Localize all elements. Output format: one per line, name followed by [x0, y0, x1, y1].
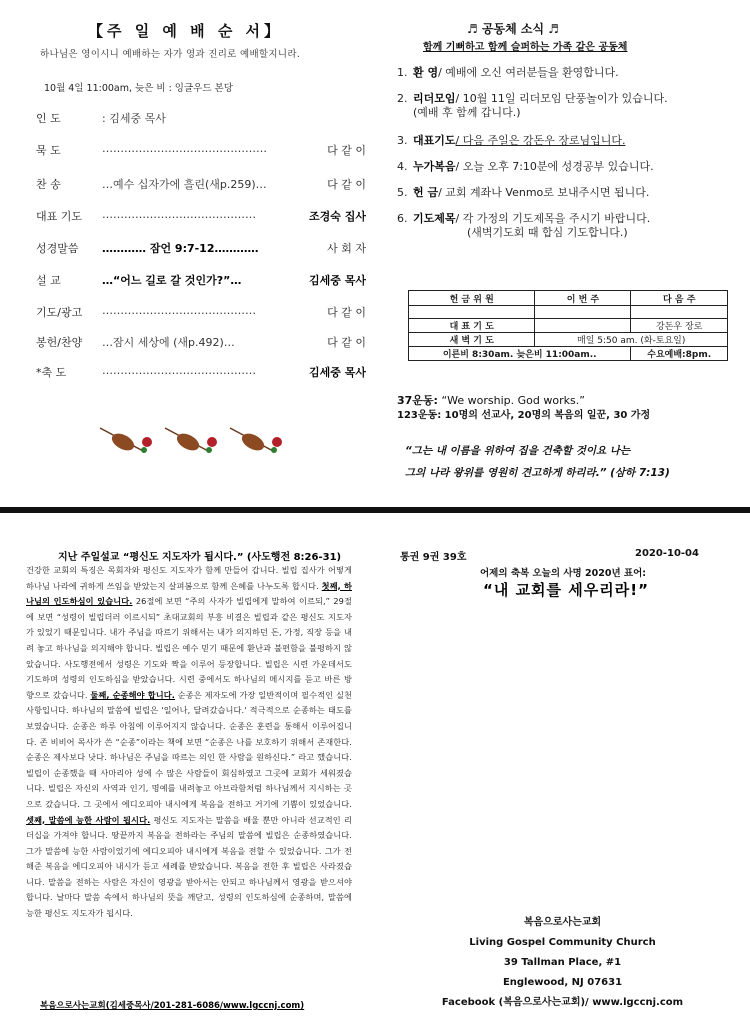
table-cell: 새 벽 기 도 — [409, 333, 535, 347]
order-leader: 조경숙 집사 — [309, 210, 366, 223]
order-leader: 김세중 목사 — [309, 274, 366, 287]
order-label: 묵 도 — [36, 144, 61, 157]
table-header-row — [409, 291, 728, 306]
order-leader: 다 같 이 — [327, 144, 366, 157]
order-row — [36, 334, 366, 354]
church-info — [375, 913, 750, 1013]
sermon-point: 첫째, 하나님의 인도하심이 있습니다. — [26, 580, 352, 607]
table-cell: 수요예배:8pm. — [631, 347, 728, 361]
violin-icon — [230, 428, 282, 454]
news-item-text: / 다음 주일은 강돈우 장로님입니다. — [455, 134, 626, 147]
order-detail: : 김세중 목사 — [102, 112, 166, 125]
scripture-line: 그의 나라 왕위를 영원히 견고하게 하리라.” (삼하 7:13) — [405, 467, 670, 479]
community-news-panel — [375, 0, 750, 505]
order-leader: 다 같 이 — [327, 178, 366, 191]
news-item-key: 헌 금 — [413, 186, 439, 199]
table-row — [409, 347, 728, 361]
order-detail: …잠시 세상에 (새p.492)… — [102, 336, 235, 349]
order-label: 설 교 — [36, 274, 61, 287]
news-item-key: 리더모임 — [413, 92, 456, 105]
church-name-ko: 복음으로사는교회 — [523, 917, 602, 928]
news-item-text: / 각 가정의 기도제목을 주시기 바랍니다. — [455, 212, 651, 225]
mission-line: 어제의 축복 오늘의 사명 2020년 표어: — [480, 568, 647, 579]
church-website[interactable]: Facebook (복음으로사는교회)/ www.lgccnj.com — [441, 997, 684, 1008]
sermon-footer: 복음으로사는교회(김세중목사/201-281-6086/www.lgccnj.com) — [40, 1001, 305, 1011]
order-label: 성경말씀 — [36, 242, 79, 255]
sermon-paragraph: 건강한 교회의 특징은 목회자와 평신도 지도자가 함께 만들어 갑니다. 빌립 집사가 어떻게 하나님 나라에 귀하게 쓰임을 받았는지 살펴봄으로 함께 은혜를 나누도록 합시다. — [26, 565, 352, 591]
news-item-key: 대표기도 — [413, 134, 456, 147]
sermon-heading: 지난 주일설교 “평신도 지도자가 됩시다.” (사도행전 8:26-31) — [58, 552, 342, 563]
news-item — [397, 160, 737, 174]
violin-icon — [165, 428, 217, 454]
motto-37-key: 37운동: — [397, 394, 438, 407]
bulletin-cover-panel — [375, 515, 750, 1025]
sermon-point: 둘째, 순종해야 합니다. — [90, 689, 175, 700]
sermon-body — [26, 563, 352, 922]
news-item-key: 누가복음 — [413, 160, 456, 173]
issue-number: 통권 9권 39호 — [400, 552, 467, 563]
motto-123-key: 123운동: — [397, 410, 442, 421]
table-cell — [535, 319, 631, 333]
year-slogan: “내 교회를 세우리라!” — [483, 581, 649, 599]
church-address-line: 39 Tallman Place, #1 — [503, 957, 622, 968]
table-cell — [535, 306, 631, 319]
order-detail: …예수 십자가에 흘린(새p.259)… — [102, 178, 267, 191]
order-row — [36, 110, 366, 130]
sermon-point: 셋째, 말씀에 능한 사람이 됩시다. — [26, 814, 151, 825]
order-leader: 다 같 이 — [327, 336, 366, 349]
table-cell — [631, 306, 728, 319]
news-subtitle: 함께 기뻐하고 함께 슬퍼하는 가족 같은 공동체 — [423, 42, 628, 53]
news-title: ♬ 공동체 소식 ♬ — [467, 22, 560, 36]
duty-table — [408, 290, 728, 361]
news-item — [397, 186, 737, 200]
worship-title: 【주 일 예 배 순 서】 — [88, 22, 284, 40]
news-item — [397, 66, 737, 80]
table-header: 이 번 주 — [535, 291, 631, 306]
bulletin-date: 2020-10-04 — [635, 548, 699, 559]
order-row — [36, 240, 366, 260]
news-item-extra: (새벽기도회 때 합심 기도합니다.) — [467, 226, 628, 239]
worship-verse: 하나님은 영이시니 예배하는 자가 영과 진리로 예배할지니라. — [40, 49, 301, 60]
news-item-number: 5. — [397, 186, 408, 199]
church-name-en: Living Gospel Community Church — [469, 937, 656, 948]
order-detail: …………………………………… — [102, 304, 256, 317]
order-detail: …………………………………… — [102, 364, 256, 377]
order-label: 봉헌/찬양 — [36, 336, 83, 349]
news-item-number: 1. — [397, 66, 408, 79]
news-item-text: / 10월 11일 리더모임 단풍놀이가 있습니다. — [455, 92, 668, 105]
violin-icon — [100, 428, 152, 454]
page-divider — [0, 507, 750, 513]
order-leader: 사 회 자 — [327, 242, 366, 255]
news-item-key: 기도제목 — [413, 212, 456, 225]
news-item-key: 환 영 — [413, 66, 439, 79]
sermon-panel — [0, 515, 375, 1025]
order-label: 기도/광고 — [36, 306, 83, 319]
news-item-number: 6. — [397, 212, 408, 225]
news-item-extra: (예배 후 함께 갑니다.) — [413, 106, 521, 119]
order-detail: …“어느 길로 갈 것인가?”… — [102, 274, 242, 287]
order-row — [36, 364, 366, 384]
news-item-number: 2. — [397, 92, 408, 105]
table-row — [409, 306, 728, 319]
order-label: 찬 송 — [36, 178, 61, 191]
order-row — [36, 272, 366, 292]
table-cell: 이른비 8:30am. 늦은비 11:00am.. — [409, 347, 631, 361]
order-leader: 다 같 이 — [327, 306, 366, 319]
table-row — [409, 319, 728, 333]
motto-123 — [397, 406, 650, 421]
order-detail: ……………………………………… — [102, 142, 267, 155]
order-label: *축 도 — [36, 366, 67, 379]
table-cell: 강돈우 장로 — [631, 319, 728, 333]
motto-37-text: “We worship. God works.” — [437, 394, 585, 407]
news-item — [397, 134, 737, 148]
sermon-paragraph: 순종은 제자도에 가장 일반적이며 필수적인 실천 사항입니다. 하나님의 말씀에 빌립은 '일어나, 달려갔습니다.' 적극적으로 순종하는 태도를 보였습니다. 순종은 하루 아침에 이루어지지 않습니다. 순종은 훈련을 통해서 이루어집니다. 존 비비어 목사가 쓴 “순종”이라는 책에 보면 “순종은 나를 보호하기 위해서 존재한다. 순종은 제사보다 낫다. 하나님은 주님을 따르는 의인 한 사람을 원하신다.” 라고 했습니다. 빌립이 순종했을 때 사마리아 성에 수 많은 사람들이 회심하였고 그곳에 교회가 세워졌습니다. 빌립은 자신의 사역과 인기, 명예를 내려놓고 아브라함처럼 하나님께서 지시하는 곳으로 갔습니다. 그 곳에서 에디오피아 내시에게 복음을 전하고 거기에 기쁨이 있었습니다. — [26, 689, 352, 809]
news-item-number: 4. — [397, 160, 408, 173]
table-cell — [409, 306, 535, 319]
sermon-paragraph: 평신도 지도자는 말씀을 배울 뿐만 아니라 선교적인 리더십을 가져야 합니다. 땅끝까지 복음을 전하라는 주님의 말씀에 빌립은 순종하였습니다. 그가 말씀에 능한 사람이었기에 에디오피아 내시에게 복음을 전할 수 있었습니다. 그가 전해준 복음을 에디오피아 내시가 듣고 세례를 받았습니다. 복음을 전한 후 빌립은 사라졌습니다. 말씀을 전하는 사람은 자신이 영광을 받아서는 안되고 하나님께서 영광을 받으셔야 합니다. 날마다 말씀 속에서 하나님의 뜻을 깨닫고, 성령의 인도하심에 순종하며, 말씀에 능한 평신도 지도자가 됩시다. — [26, 814, 353, 919]
table-header: 다 음 주 — [631, 291, 728, 306]
scripture-quote — [405, 440, 725, 484]
news-item — [397, 92, 737, 120]
news-item — [397, 212, 737, 240]
news-item-number: 3. — [397, 134, 408, 147]
motto-123-text: 10명의 선교사, 20명의 복음의 일꾼, 30 가정 — [441, 410, 651, 421]
news-item-text: / 오늘 오후 7:10분에 성경공부 있습니다. — [455, 160, 654, 173]
table-cell: 매일 5:50 am. (화-토요일) — [535, 333, 728, 347]
order-row — [36, 142, 366, 162]
order-detail: ………… 잠언 9:7-12………… — [102, 242, 259, 255]
scripture-line: “그는 내 이름을 위하여 집을 건축할 것이요 나는 — [405, 445, 631, 457]
news-item-text: / 예배에 오신 여러분들을 환영합니다. — [438, 66, 619, 79]
table-cell: 대 표 기 도 — [409, 319, 535, 333]
church-address-city: Englewood, NJ 07631 — [502, 977, 623, 988]
sermon-paragraph: 26절에 보면 “주의 사자가 빌립에게 말하여 이르되,” 29절에 보면 “성령이 빌립더러 이르시되” 초대교회의 부흥 비결은 빌립과 같은 평신도 지도자가 있었기 때문입니다. 내가 주님을 따르기 위해서는 내가 의지하던 돈, 가정, 직장 등을 내려 놓고 하나님을 의지해야 합니다. 빌립은 예수 믿기 때문에 환난과 불편함을 불평하지 않았습니다. 사도행전에서 성령은 기도와 짝을 이루어 등장합니다. 빌립은 시련 가운데서도 기도하며 성령의 인도하심을 받았습니다. 시련 중에서도 하나님의 메시지를 듣고 바른 방향으로 갔습니다. — [26, 596, 352, 700]
worship-order-panel — [0, 0, 375, 505]
worship-time: 10월 4일 11:00am, 늦은 비 : 잉글우드 본당 — [44, 83, 233, 94]
order-detail: …………………………………… — [102, 208, 256, 221]
news-item-text: / 교회 계좌나 Venmo로 보내주시면 됩니다. — [438, 186, 650, 199]
violin-rose-ornament — [95, 420, 295, 460]
table-row — [409, 333, 728, 347]
order-leader: 김세중 목사 — [309, 366, 366, 379]
order-row — [36, 304, 366, 324]
order-label: 대표 기도 — [36, 210, 83, 223]
order-row — [36, 176, 366, 196]
order-row — [36, 208, 366, 228]
table-header: 헌 금 위 원 — [409, 291, 535, 306]
order-label: 인 도 — [36, 112, 61, 125]
